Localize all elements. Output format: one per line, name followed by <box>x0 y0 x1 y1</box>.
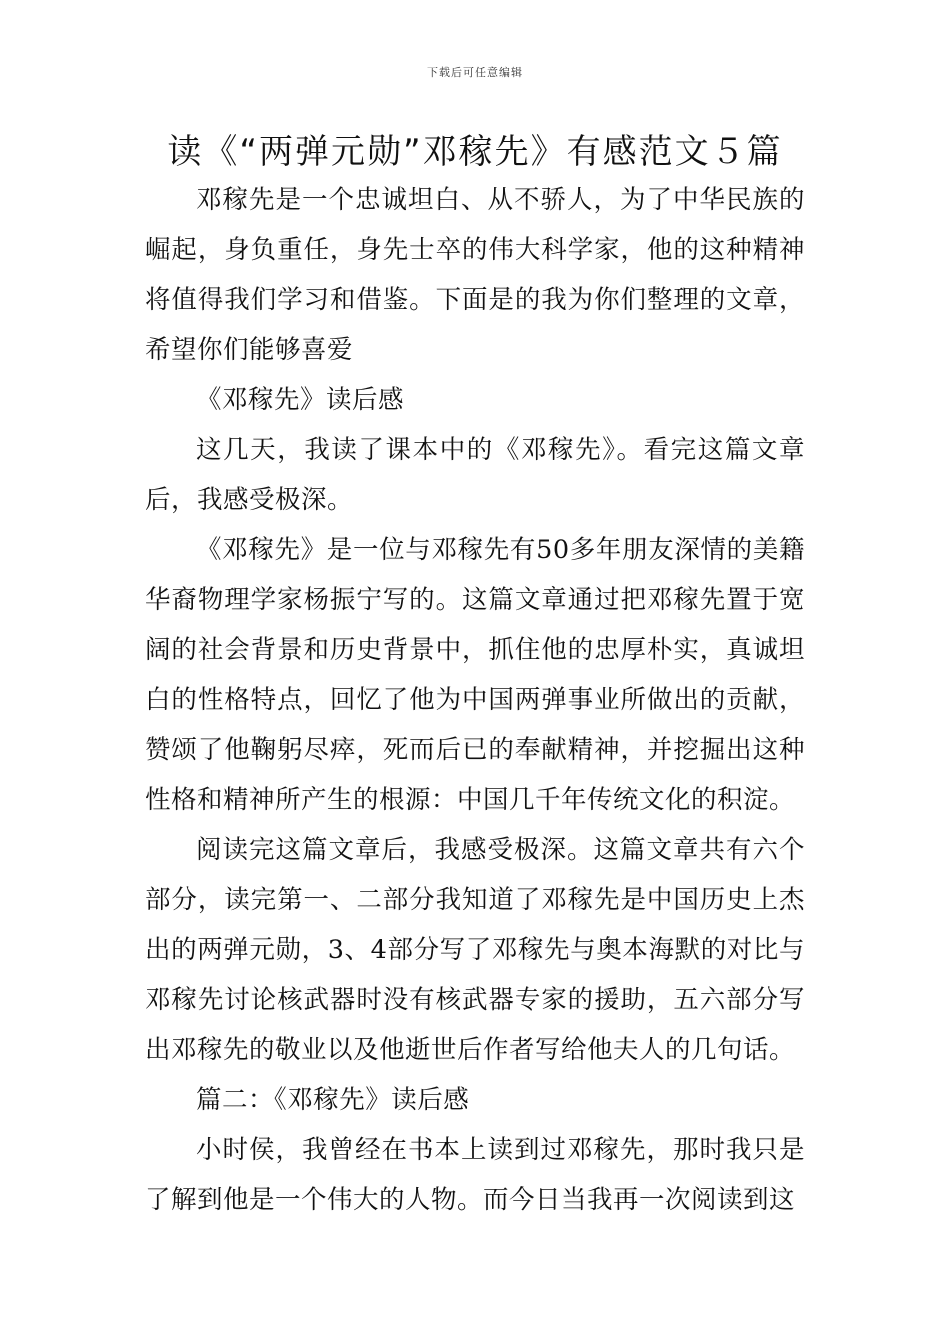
document-title: 读《“两弹元勋”邓稼先》有感范文５篇 <box>167 132 783 172</box>
header-note: 下载后可任意编辑 <box>427 66 523 79</box>
paragraph: 阅读完这篇文章后，我感受极深。这篇文章共有六个部分，读完第一、二部分我知道了邓稼先是中国历史上杰出的两弹元勋，3、4部分写了邓稼先与奥本海默的对比与邓稼先讨论核武器时没有核武器专家的援助，五六部分写出邓稼先的敬业以及他逝世后作者写给他夫人的几句话。 <box>145 835 805 1065</box>
paragraph: 这几天，我读了课本中的《邓稼先》。看完这篇文章后，我感受极深。 <box>145 435 805 515</box>
document-body <box>145 175 805 1225</box>
section-heading-2: 篇二：《邓稼先》读后感 <box>196 1085 470 1115</box>
paragraph-intro: 邓稼先是一个忠诚坦白、从不骄人，为了中华民族的崛起，身负重任，身先士卒的伟大科学家，他的这种精神将值得我们学习和借鉴。下面是的我为你们整理的文章，希望你们能够喜爱 <box>145 185 805 365</box>
section-heading-1: 《邓稼先》读后感 <box>196 385 405 415</box>
paragraph: 小时侯，我曾经在书本上读到过邓稼先，那时我只是了解到他是一个伟大的人物。而今日当我再一次阅读到这 <box>145 1135 805 1215</box>
paragraph: 《邓稼先》是一位与邓稼先有50多年朋友深情的美籍华裔物理学家杨振宁写的。这篇文章通过把邓稼先置于宽阔的社会背景和历史背景中，抓住他的忠厚朴实，真诚坦白的性格特点，回忆了他为中国两弹事业所做出的贡献，赞颂了他鞠躬尽瘁，死而后已的奉献精神，并挖掘出这种性格和精神所产生的根源：中国几千年传统文化的积淀。 <box>145 535 805 815</box>
